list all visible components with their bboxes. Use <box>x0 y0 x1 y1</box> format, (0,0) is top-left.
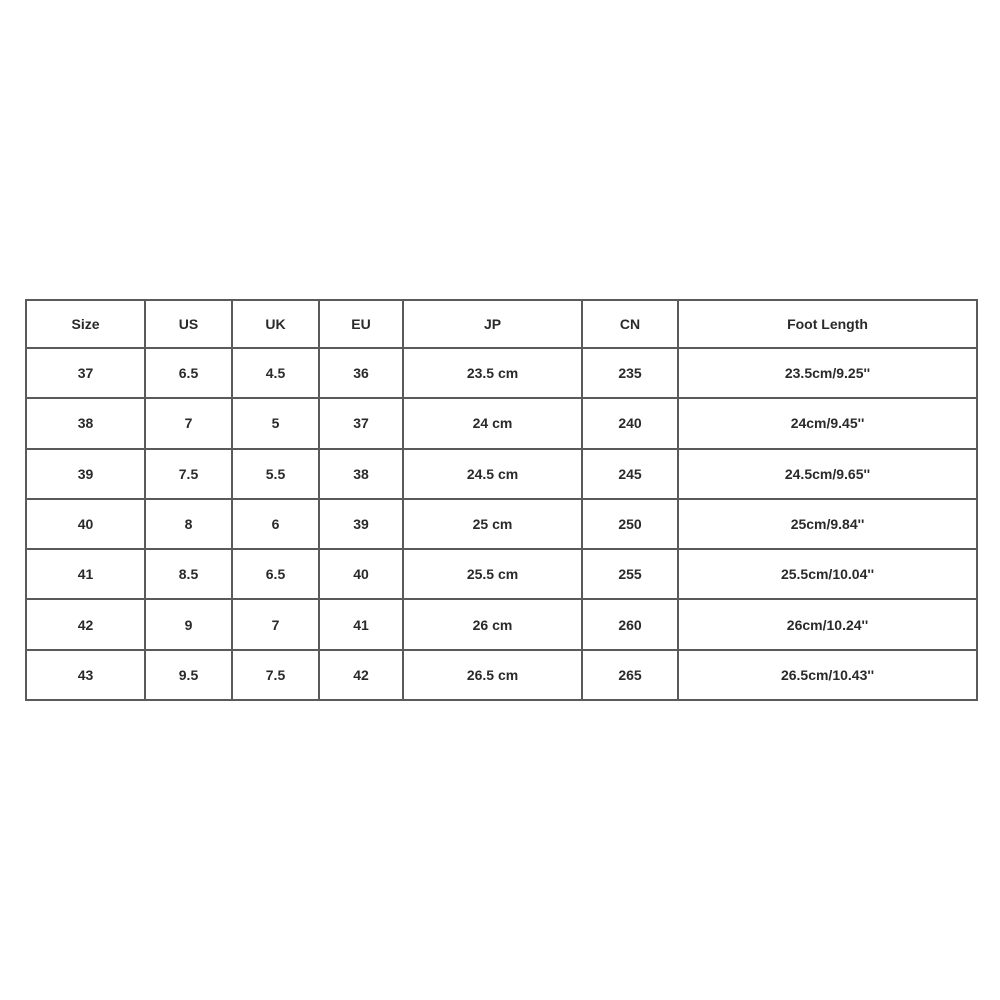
cell-us: 7 <box>145 398 232 448</box>
cell-cn: 235 <box>582 348 678 398</box>
cell-us: 8.5 <box>145 549 232 599</box>
cell-jp: 24.5 cm <box>403 449 582 499</box>
cell-uk: 7.5 <box>232 650 319 700</box>
table-row <box>26 499 977 549</box>
cell-eu: 39 <box>319 499 403 549</box>
cell-size: 41 <box>26 549 145 599</box>
cell-size: 42 <box>26 599 145 649</box>
cell-uk: 6 <box>232 499 319 549</box>
header-cn: CN <box>582 300 678 348</box>
cell-foot-length: 26cm/10.24'' <box>678 599 977 649</box>
table-row <box>26 398 977 448</box>
cell-foot-length: 26.5cm/10.43'' <box>678 650 977 700</box>
cell-uk: 5 <box>232 398 319 448</box>
cell-eu: 42 <box>319 650 403 700</box>
cell-eu: 36 <box>319 348 403 398</box>
cell-foot-length: 25.5cm/10.04'' <box>678 549 977 599</box>
cell-size: 40 <box>26 499 145 549</box>
cell-eu: 40 <box>319 549 403 599</box>
cell-cn: 250 <box>582 499 678 549</box>
cell-uk: 6.5 <box>232 549 319 599</box>
header-foot-length: Foot Length <box>678 300 977 348</box>
table-row <box>26 348 977 398</box>
cell-jp: 26.5 cm <box>403 650 582 700</box>
header-jp: JP <box>403 300 582 348</box>
cell-foot-length: 24.5cm/9.65'' <box>678 449 977 499</box>
cell-us: 6.5 <box>145 348 232 398</box>
cell-eu: 41 <box>319 599 403 649</box>
cell-jp: 25 cm <box>403 499 582 549</box>
table-row <box>26 549 977 599</box>
table-row <box>26 599 977 649</box>
cell-us: 8 <box>145 499 232 549</box>
table-row <box>26 650 977 700</box>
cell-foot-length: 25cm/9.84'' <box>678 499 977 549</box>
cell-foot-length: 23.5cm/9.25'' <box>678 348 977 398</box>
size-chart-table <box>25 299 978 701</box>
cell-eu: 37 <box>319 398 403 448</box>
cell-eu: 38 <box>319 449 403 499</box>
cell-us: 7.5 <box>145 449 232 499</box>
header-row <box>26 300 977 348</box>
cell-cn: 245 <box>582 449 678 499</box>
header-size: Size <box>26 300 145 348</box>
header-uk: UK <box>232 300 319 348</box>
cell-cn: 265 <box>582 650 678 700</box>
table-row <box>26 449 977 499</box>
cell-cn: 255 <box>582 549 678 599</box>
cell-jp: 26 cm <box>403 599 582 649</box>
cell-cn: 260 <box>582 599 678 649</box>
header-eu: EU <box>319 300 403 348</box>
cell-jp: 25.5 cm <box>403 549 582 599</box>
cell-size: 43 <box>26 650 145 700</box>
cell-uk: 4.5 <box>232 348 319 398</box>
cell-us: 9.5 <box>145 650 232 700</box>
cell-uk: 7 <box>232 599 319 649</box>
cell-size: 38 <box>26 398 145 448</box>
cell-jp: 23.5 cm <box>403 348 582 398</box>
cell-cn: 240 <box>582 398 678 448</box>
header-us: US <box>145 300 232 348</box>
cell-size: 37 <box>26 348 145 398</box>
cell-foot-length: 24cm/9.45'' <box>678 398 977 448</box>
cell-jp: 24 cm <box>403 398 582 448</box>
cell-us: 9 <box>145 599 232 649</box>
cell-size: 39 <box>26 449 145 499</box>
cell-uk: 5.5 <box>232 449 319 499</box>
